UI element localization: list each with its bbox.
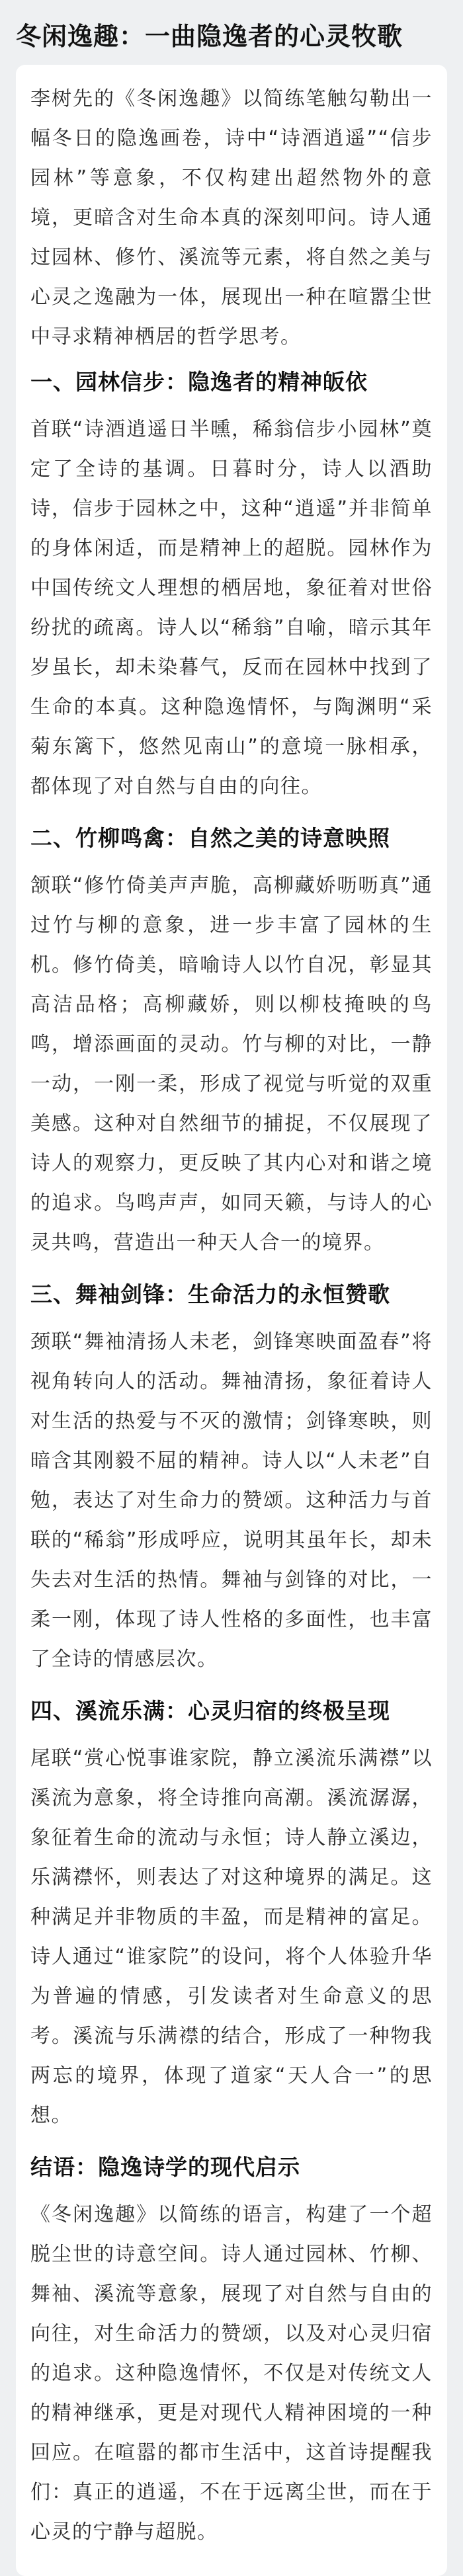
- section-heading-2: 二、竹柳鸣禽：自然之美的诗意映照: [30, 825, 390, 851]
- section-body-3: 颈联“舞袖清扬人未老，剑锋寒映面盈春”将视角转向人的活动。舞袖清扬，象征着诗人对生活的热爱与不灭的激情；剑锋寒映，则暗含其刚毅不屈的精神。诗人以“人未老”自勉，表达了对生命力的赞颂。这种活力与首联的“稀翁”形成呼应，说明其虽年长，却未失去对生活的热情。舞袖与剑锋的对比，一柔一刚，体现了诗人性格的多面性，也丰富了全诗的情感层次。: [30, 1330, 433, 1671]
- article-card: [16, 65, 447, 2576]
- section-body-1: 首联“诗酒逍遥日半曛，稀翁信步小园林”奠定了全诗的基调。日暮时分，诗人以酒助诗，信步于园林之中，这种“逍遥”并非简单的身体闲适，而是精神上的超脱。园林作为中国传统文人理想的栖居地，象征着对世俗纷扰的疏离。诗人以“稀翁”自喻，暗示其年岁虽长，却未染暮气，反而在园林中找到了生命的本真。这种隐逸情怀，与陶渊明“采菊东篱下，悠然见南山”的意境一脉相承，都体现了对自然与自由的向往。: [30, 418, 433, 798]
- section-heading-1: 一、园林信步：隐逸者的精神皈依: [30, 369, 368, 395]
- page-title: 冬闲逸趣：一曲隐逸者的心灵牧歌: [16, 22, 403, 51]
- section-heading-4: 四、溪流乐满：心灵归宿的终极呈现: [30, 1698, 390, 1724]
- conclusion-heading: 结语：隐逸诗学的现代启示: [30, 2154, 300, 2180]
- section-body-2: 颔联“修竹倚美声声脆，高柳藏娇呖呖真”通过竹与柳的意象，进一步丰富了园林的生机。修竹倚美，暗喻诗人以竹自况，彰显其高洁品格；高柳藏娇，则以柳枝掩映的鸟鸣，增添画面的灵动。竹与柳的对比，一静一动，一刚一柔，形成了视觉与听觉的双重美感。这种对自然细节的捕捉，不仅展现了诗人的观察力，更反映了其内心对和谐之境的追求。鸟鸣声声，如同天籁，与诗人的心灵共鸣，营造出一种天人合一的境界。: [30, 874, 433, 1254]
- conclusion-body: 《冬闲逸趣》以简练的语言，构建了一个超脱尘世的诗意空间。诗人通过园林、竹柳、舞袖、溪流等意象，展现了对自然与自由的向往，对生命活力的赞颂，以及对心灵归宿的追求。这种隐逸情怀，不仅是对传统文人的精神继承，更是对现代人精神困境的一种回应。在喧嚣的都市生活中，这首诗提醒我们：真正的逍遥，不在于远离尘世，而在于心灵的宁静与超脱。: [30, 2203, 433, 2544]
- intro-paragraph: 李树先的《冬闲逸趣》以简练笔触勾勒出一幅冬日的隐逸画卷，诗中“诗酒逍遥”“信步园林”等意象，不仅构建出超然物外的意境，更暗含对生命本真的深刻叩问。诗人通过园林、修竹、溪流等元素，将自然之美与心灵之逸融为一体，展现出一种在喧嚣尘世中寻求精神栖居的哲学思考。: [30, 87, 433, 348]
- section-heading-3: 三、舞袖剑锋：生命活力的永恒赞歌: [30, 1281, 390, 1307]
- section-body-4: 尾联“赏心悦事谁家院，静立溪流乐满襟”以溪流为意象，将全诗推向高潮。溪流潺潺，象征着生命的流动与永恒；诗人静立溪边，乐满襟怀，则表达了对这种境界的满足。这种满足并非物质的丰盈，而是精神的富足。诗人通过“谁家院”的设问，将个人体验升华为普遍的情感，引发读者对生命意义的思考。溪流与乐满襟的结合，形成了一种物我两忘的境界，体现了道家“天人合一”的思想。: [30, 1747, 433, 2127]
